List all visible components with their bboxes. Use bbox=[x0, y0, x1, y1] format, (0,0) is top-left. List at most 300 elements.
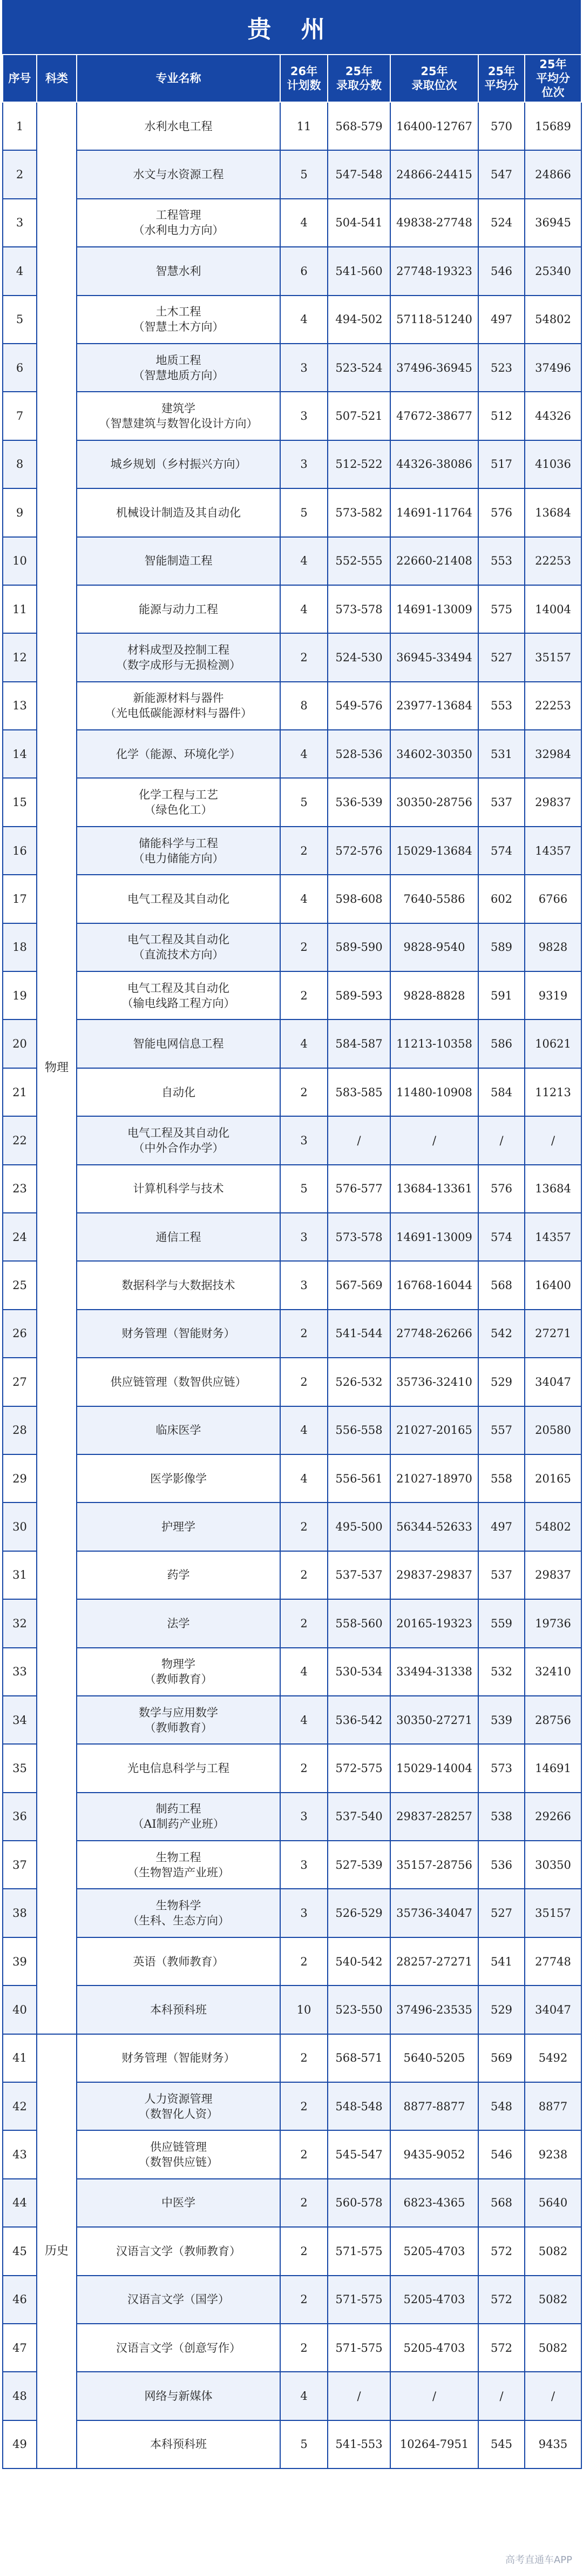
table-row bbox=[3, 1310, 581, 1358]
cell-seq: 6 bbox=[3, 344, 37, 392]
cell-rank: 9828-8828 bbox=[390, 971, 478, 1019]
cell-major bbox=[77, 2276, 280, 2324]
cell-seq: 8 bbox=[3, 440, 37, 488]
cell-seq: 39 bbox=[3, 1937, 37, 1985]
cell-seq: 13 bbox=[3, 682, 37, 730]
cell-score: 526-532 bbox=[328, 1358, 390, 1406]
cell-score: 576-577 bbox=[328, 1165, 390, 1213]
cell-avg: 584 bbox=[478, 1068, 525, 1116]
cell-major bbox=[77, 344, 280, 392]
cell-score: 494-502 bbox=[328, 296, 390, 344]
cell-plan: 4 bbox=[280, 730, 328, 778]
cell-seq: 18 bbox=[3, 923, 37, 971]
cell-rank: 34602-30350 bbox=[390, 730, 478, 778]
cell-avg-rank: 32410 bbox=[525, 1648, 581, 1696]
cell-seq: 14 bbox=[3, 730, 37, 778]
cell-avg-rank: 16400 bbox=[525, 1261, 581, 1309]
cell-avg: 574 bbox=[478, 1213, 525, 1261]
major-line: 本科预科班 bbox=[150, 2438, 207, 2451]
cell-plan: 5 bbox=[280, 778, 328, 826]
cell-seq: 20 bbox=[3, 1019, 37, 1068]
cell-plan: 2 bbox=[280, 2034, 328, 2082]
cell-avg-rank: 14357 bbox=[525, 827, 581, 875]
cell-major bbox=[77, 633, 280, 681]
table-row bbox=[3, 537, 581, 585]
cell-plan: 8 bbox=[280, 682, 328, 730]
cell-seq: 32 bbox=[3, 1599, 37, 1647]
major-line: （数智供应链） bbox=[139, 2156, 218, 2169]
cell-plan: 3 bbox=[280, 1116, 328, 1164]
header-category: 科类 bbox=[37, 55, 77, 102]
table-row bbox=[3, 1358, 581, 1406]
cell-avg-rank: 54802 bbox=[525, 1502, 581, 1551]
cell-rank: 9435-9052 bbox=[390, 2130, 478, 2178]
cell-avg: 572 bbox=[478, 2227, 525, 2275]
cell-score: 545-547 bbox=[328, 2130, 390, 2178]
cell-avg: 532 bbox=[478, 1648, 525, 1696]
cell-avg-rank: 22253 bbox=[525, 537, 581, 585]
cell-score: 530-534 bbox=[328, 1648, 390, 1696]
cell-score: 571-575 bbox=[328, 2227, 390, 2275]
cell-major bbox=[77, 585, 280, 633]
cell-seq: 30 bbox=[3, 1502, 37, 1551]
table-row bbox=[3, 1261, 581, 1309]
major-line: （输电线路工程方向） bbox=[121, 996, 235, 1010]
cell-avg-rank: 29837 bbox=[525, 778, 581, 826]
cell-avg: 497 bbox=[478, 1502, 525, 1551]
cell-avg: 572 bbox=[478, 2276, 525, 2324]
cell-score: 541-553 bbox=[328, 2420, 390, 2468]
cell-plan: 2 bbox=[280, 2130, 328, 2178]
cell-seq: 17 bbox=[3, 875, 37, 923]
cell-avg-rank: 11213 bbox=[525, 1068, 581, 1116]
cell-seq: 41 bbox=[3, 2034, 37, 2082]
cell-plan: 5 bbox=[280, 2420, 328, 2468]
cell-avg: 572 bbox=[478, 2324, 525, 2372]
cell-plan: 2 bbox=[280, 1551, 328, 1599]
cell-score: 573-582 bbox=[328, 488, 390, 536]
table-row bbox=[3, 1165, 581, 1213]
table-row bbox=[3, 2324, 581, 2372]
cell-plan: 2 bbox=[280, 633, 328, 681]
cell-major bbox=[77, 1358, 280, 1406]
cell-plan: 2 bbox=[280, 971, 328, 1019]
cell-rank: 5640-5205 bbox=[390, 2034, 478, 2082]
table-row bbox=[3, 392, 581, 440]
cell-plan: 4 bbox=[280, 1406, 328, 1454]
cell-avg: 553 bbox=[478, 537, 525, 585]
cell-rank: 49838-27748 bbox=[390, 199, 478, 247]
cell-seq: 42 bbox=[3, 2082, 37, 2130]
cell-avg-rank: 20580 bbox=[525, 1406, 581, 1454]
cell-avg: 570 bbox=[478, 102, 525, 150]
cell-avg-rank: / bbox=[525, 1116, 581, 1164]
table-row bbox=[3, 1841, 581, 1889]
cell-rank: 16768-16044 bbox=[390, 1261, 478, 1309]
cell-avg: 586 bbox=[478, 1019, 525, 1068]
cell-major bbox=[77, 875, 280, 923]
cell-avg-rank: 34047 bbox=[525, 1358, 581, 1406]
major-line: 供应链管理（数智供应链） bbox=[110, 1375, 247, 1388]
cell-rank: 5205-4703 bbox=[390, 2324, 478, 2372]
cell-plan: 4 bbox=[280, 585, 328, 633]
cell-major bbox=[77, 150, 280, 198]
table-row bbox=[3, 875, 581, 923]
cell-score: 537-537 bbox=[328, 1551, 390, 1599]
cell-avg: 559 bbox=[478, 1599, 525, 1647]
cell-plan: 3 bbox=[280, 1793, 328, 1841]
cell-seq: 45 bbox=[3, 2227, 37, 2275]
cell-seq: 5 bbox=[3, 296, 37, 344]
cell-seq: 19 bbox=[3, 971, 37, 1019]
cell-avg-rank: 9238 bbox=[525, 2130, 581, 2178]
cell-score: 526-529 bbox=[328, 1889, 390, 1937]
cell-rank: 22660-21408 bbox=[390, 537, 478, 585]
major-line: 生物工程 bbox=[155, 1850, 201, 1864]
cell-rank: 21027-20165 bbox=[390, 1406, 478, 1454]
cell-rank: 8877-8877 bbox=[390, 2082, 478, 2130]
cell-plan: 3 bbox=[280, 440, 328, 488]
table-row bbox=[3, 2082, 581, 2130]
cell-avg: 517 bbox=[478, 440, 525, 488]
cell-score: 541-560 bbox=[328, 247, 390, 295]
cell-avg: 553 bbox=[478, 682, 525, 730]
table-row bbox=[3, 488, 581, 536]
table-header-row bbox=[3, 55, 581, 102]
cell-avg: 548 bbox=[478, 2082, 525, 2130]
cell-avg: 576 bbox=[478, 1165, 525, 1213]
major-line: 医学影像学 bbox=[150, 1472, 207, 1485]
cell-plan: 2 bbox=[280, 2179, 328, 2227]
cell-plan: 3 bbox=[280, 1213, 328, 1261]
cell-major bbox=[77, 1068, 280, 1116]
major-line: 供应链管理 bbox=[150, 2141, 207, 2154]
cell-seq: 22 bbox=[3, 1116, 37, 1164]
cell-avg: 545 bbox=[478, 2420, 525, 2468]
cell-rank: 23977-13684 bbox=[390, 682, 478, 730]
cell-rank: 14691-11764 bbox=[390, 488, 478, 536]
major-line: 电气工程及其自动化 bbox=[127, 981, 229, 995]
cell-avg: 512 bbox=[478, 392, 525, 440]
cell-rank: 24866-24415 bbox=[390, 150, 478, 198]
major-line: 土木工程 bbox=[155, 305, 201, 319]
cell-avg-rank: 5640 bbox=[525, 2179, 581, 2227]
cell-seq: 36 bbox=[3, 1793, 37, 1841]
major-line: 电气工程及其自动化 bbox=[127, 933, 229, 947]
cell-plan: 2 bbox=[280, 923, 328, 971]
cell-score: 573-578 bbox=[328, 585, 390, 633]
cell-avg: / bbox=[478, 2372, 525, 2420]
cell-major bbox=[77, 102, 280, 150]
major-line: 数学与应用数学 bbox=[139, 1706, 218, 1719]
cell-avg: 575 bbox=[478, 585, 525, 633]
major-line: （直流技术方向） bbox=[133, 948, 224, 962]
cell-avg-rank: 32984 bbox=[525, 730, 581, 778]
table-row bbox=[3, 682, 581, 730]
major-line: 人力资源管理 bbox=[144, 2092, 213, 2105]
major-line: 中医学 bbox=[161, 2196, 195, 2210]
table-row bbox=[3, 344, 581, 392]
cell-major bbox=[77, 2082, 280, 2130]
cell-avg: 589 bbox=[478, 923, 525, 971]
table-row bbox=[3, 1937, 581, 1985]
cell-score: 568-579 bbox=[328, 102, 390, 150]
cell-major bbox=[77, 1648, 280, 1696]
cell-avg-rank: 44326 bbox=[525, 392, 581, 440]
cell-rank: 11480-10908 bbox=[390, 1068, 478, 1116]
cell-avg: 497 bbox=[478, 296, 525, 344]
cell-plan: 2 bbox=[280, 2324, 328, 2372]
cell-avg: 568 bbox=[478, 1261, 525, 1309]
cell-avg-rank: 20165 bbox=[525, 1454, 581, 1502]
cell-major bbox=[77, 296, 280, 344]
cell-avg: 527 bbox=[478, 633, 525, 681]
cell-plan: 4 bbox=[280, 199, 328, 247]
cell-rank: 29837-29837 bbox=[390, 1551, 478, 1599]
cell-seq: 27 bbox=[3, 1358, 37, 1406]
major-line: 地质工程 bbox=[155, 353, 201, 367]
cell-seq: 26 bbox=[3, 1310, 37, 1358]
major-line: （教师教育） bbox=[144, 1721, 213, 1734]
cell-avg-rank: 13684 bbox=[525, 1165, 581, 1213]
table-row bbox=[3, 2276, 581, 2324]
cell-major bbox=[77, 1310, 280, 1358]
major-line: （绿色化工） bbox=[144, 803, 213, 817]
cell-major bbox=[77, 1744, 280, 1792]
cell-major bbox=[77, 2179, 280, 2227]
cell-seq: 25 bbox=[3, 1261, 37, 1309]
major-line: 工程管理 bbox=[155, 209, 201, 222]
cell-seq: 24 bbox=[3, 1213, 37, 1261]
cell-avg: 591 bbox=[478, 971, 525, 1019]
cell-rank: 21027-18970 bbox=[390, 1454, 478, 1502]
cell-avg-rank: 19736 bbox=[525, 1599, 581, 1647]
header-plan: 26年 计划数 bbox=[280, 55, 328, 102]
cell-seq: 11 bbox=[3, 585, 37, 633]
cell-major bbox=[77, 730, 280, 778]
major-line: 汉语言文学（创意写作） bbox=[116, 2341, 241, 2354]
major-line: 能源与动力工程 bbox=[139, 602, 218, 616]
cell-rank: 30350-28756 bbox=[390, 778, 478, 826]
cell-seq: 47 bbox=[3, 2324, 37, 2372]
cell-rank: / bbox=[390, 1116, 478, 1164]
cell-rank: 14691-13009 bbox=[390, 1213, 478, 1261]
cell-seq: 31 bbox=[3, 1551, 37, 1599]
cell-avg: 527 bbox=[478, 1889, 525, 1937]
major-line: 物理学 bbox=[161, 1658, 195, 1671]
table-row bbox=[3, 2372, 581, 2420]
cell-seq: 38 bbox=[3, 1889, 37, 1937]
table-row bbox=[3, 1599, 581, 1647]
cell-avg: 569 bbox=[478, 2034, 525, 2082]
cell-score: 541-544 bbox=[328, 1310, 390, 1358]
cell-major bbox=[77, 247, 280, 295]
cell-score: 552-555 bbox=[328, 537, 390, 585]
cell-major bbox=[77, 1502, 280, 1551]
cell-score: 568-571 bbox=[328, 2034, 390, 2082]
cell-score: 512-522 bbox=[328, 440, 390, 488]
watermark: 高考直通车APP bbox=[505, 2554, 572, 2566]
cell-plan: 2 bbox=[280, 2082, 328, 2130]
cell-seq: 4 bbox=[3, 247, 37, 295]
cell-avg-rank: 41036 bbox=[525, 440, 581, 488]
cell-avg-rank: 37496 bbox=[525, 344, 581, 392]
category-cell: 物理 bbox=[37, 102, 77, 2034]
cell-score: 527-539 bbox=[328, 1841, 390, 1889]
cell-major bbox=[77, 1599, 280, 1647]
cell-plan: 4 bbox=[280, 875, 328, 923]
cell-plan: 4 bbox=[280, 1454, 328, 1502]
table-row bbox=[3, 1502, 581, 1551]
cell-avg: 574 bbox=[478, 827, 525, 875]
cell-plan: 11 bbox=[280, 102, 328, 150]
cell-seq: 12 bbox=[3, 633, 37, 681]
cell-avg: / bbox=[478, 1116, 525, 1164]
table-row bbox=[3, 1406, 581, 1454]
cell-score: 495-500 bbox=[328, 1502, 390, 1551]
cell-seq: 2 bbox=[3, 150, 37, 198]
cell-score: 524-530 bbox=[328, 633, 390, 681]
cell-rank: 35736-32410 bbox=[390, 1358, 478, 1406]
cell-avg-rank: 9319 bbox=[525, 971, 581, 1019]
cell-score: 537-540 bbox=[328, 1793, 390, 1841]
cell-major bbox=[77, 1213, 280, 1261]
major-line: 智能电网信息工程 bbox=[133, 1037, 224, 1051]
cell-major bbox=[77, 682, 280, 730]
table-row bbox=[3, 1744, 581, 1792]
cell-plan: 2 bbox=[280, 2227, 328, 2275]
table-row bbox=[3, 730, 581, 778]
cell-rank: 35736-34047 bbox=[390, 1889, 478, 1937]
cell-score: 523-524 bbox=[328, 344, 390, 392]
major-line: 财务管理（智能财务） bbox=[121, 1327, 235, 1340]
cell-seq: 43 bbox=[3, 2130, 37, 2178]
major-line: 数据科学与大数据技术 bbox=[121, 1279, 235, 1292]
major-line: 水文与水资源工程 bbox=[133, 168, 224, 182]
cell-plan: 10 bbox=[280, 1985, 328, 2034]
cell-plan: 3 bbox=[280, 1889, 328, 1937]
cell-score: 556-558 bbox=[328, 1406, 390, 1454]
cell-avg-rank: 36945 bbox=[525, 199, 581, 247]
table-row bbox=[3, 778, 581, 826]
cell-avg: 547 bbox=[478, 150, 525, 198]
cell-score: 583-585 bbox=[328, 1068, 390, 1116]
cell-score: / bbox=[328, 2372, 390, 2420]
table-row bbox=[3, 1454, 581, 1502]
cell-plan: 2 bbox=[280, 1358, 328, 1406]
cell-rank: / bbox=[390, 2372, 478, 2420]
cell-avg-rank: 35157 bbox=[525, 1889, 581, 1937]
cell-rank: 15029-13684 bbox=[390, 827, 478, 875]
cell-seq: 1 bbox=[3, 102, 37, 150]
cell-rank: 30350-27271 bbox=[390, 1696, 478, 1744]
cell-plan: 4 bbox=[280, 1648, 328, 1696]
cell-rank: 27748-19323 bbox=[390, 247, 478, 295]
cell-avg-rank: 9435 bbox=[525, 2420, 581, 2468]
cell-rank: 57118-51240 bbox=[390, 296, 478, 344]
cell-plan: 2 bbox=[280, 1599, 328, 1647]
cell-avg-rank: 27271 bbox=[525, 1310, 581, 1358]
cell-seq: 28 bbox=[3, 1406, 37, 1454]
cell-avg-rank: 14357 bbox=[525, 1213, 581, 1261]
cell-avg: 576 bbox=[478, 488, 525, 536]
cell-rank: 5205-4703 bbox=[390, 2276, 478, 2324]
table-row bbox=[3, 2130, 581, 2178]
major-line: （AI制药产业班） bbox=[132, 1817, 225, 1831]
cell-major bbox=[77, 1937, 280, 1985]
major-line: 电气工程及其自动化 bbox=[127, 892, 229, 905]
cell-plan: 4 bbox=[280, 1019, 328, 1068]
cell-rank: 36945-33494 bbox=[390, 633, 478, 681]
cell-rank: 6823-4365 bbox=[390, 2179, 478, 2227]
cell-score: 504-541 bbox=[328, 199, 390, 247]
cell-plan: 3 bbox=[280, 1841, 328, 1889]
major-line: 汉语言文学（教师教育） bbox=[116, 2244, 241, 2258]
major-line: 建筑学 bbox=[161, 402, 195, 415]
major-line: （智慧建筑与数智化设计方向） bbox=[99, 417, 258, 431]
major-line: （教师教育） bbox=[144, 1673, 213, 1686]
cell-avg: 558 bbox=[478, 1454, 525, 1502]
table-row bbox=[3, 1019, 581, 1068]
cell-plan: 6 bbox=[280, 247, 328, 295]
cell-rank: 33494-31338 bbox=[390, 1648, 478, 1696]
major-line: （光电低碳能源材料与器件） bbox=[105, 707, 252, 720]
table-row bbox=[3, 971, 581, 1019]
cell-score: / bbox=[328, 1116, 390, 1164]
cell-rank: 10264-7951 bbox=[390, 2420, 478, 2468]
cell-seq: 35 bbox=[3, 1744, 37, 1792]
cell-major bbox=[77, 2034, 280, 2082]
major-line: （智慧土木方向） bbox=[133, 320, 224, 334]
cell-plan: 4 bbox=[280, 537, 328, 585]
cell-avg-rank: 9828 bbox=[525, 923, 581, 971]
cell-score: 589-593 bbox=[328, 971, 390, 1019]
table-row bbox=[3, 1213, 581, 1261]
cell-score: 523-550 bbox=[328, 1985, 390, 2034]
cell-avg: 538 bbox=[478, 1793, 525, 1841]
admission-table bbox=[2, 54, 582, 2469]
cell-avg-rank: 13684 bbox=[525, 488, 581, 536]
cell-major bbox=[77, 2372, 280, 2420]
cell-avg: 539 bbox=[478, 1696, 525, 1744]
cell-avg-rank: 5082 bbox=[525, 2324, 581, 2372]
cell-avg-rank: 29837 bbox=[525, 1551, 581, 1599]
major-line: 网络与新媒体 bbox=[144, 2390, 213, 2403]
cell-avg-rank: 27748 bbox=[525, 1937, 581, 1985]
table-row bbox=[3, 1889, 581, 1937]
table-row bbox=[3, 199, 581, 247]
cell-avg: 542 bbox=[478, 1310, 525, 1358]
cell-major bbox=[77, 1454, 280, 1502]
cell-score: 584-587 bbox=[328, 1019, 390, 1068]
cell-score: 536-539 bbox=[328, 778, 390, 826]
table-row bbox=[3, 2034, 581, 2082]
category-cell: 历史 bbox=[37, 2034, 77, 2469]
table-row bbox=[3, 1551, 581, 1599]
table-row bbox=[3, 440, 581, 488]
cell-plan: 2 bbox=[280, 2276, 328, 2324]
cell-avg-rank: 6766 bbox=[525, 875, 581, 923]
cell-score: 572-575 bbox=[328, 1744, 390, 1792]
major-line: （中外合作办学） bbox=[133, 1141, 224, 1155]
major-line: 新能源材料与器件 bbox=[133, 692, 224, 705]
cell-seq: 9 bbox=[3, 488, 37, 536]
cell-score: 567-569 bbox=[328, 1261, 390, 1309]
cell-major bbox=[77, 971, 280, 1019]
table-row bbox=[3, 1985, 581, 2034]
cell-major bbox=[77, 199, 280, 247]
cell-avg-rank: / bbox=[525, 2372, 581, 2420]
